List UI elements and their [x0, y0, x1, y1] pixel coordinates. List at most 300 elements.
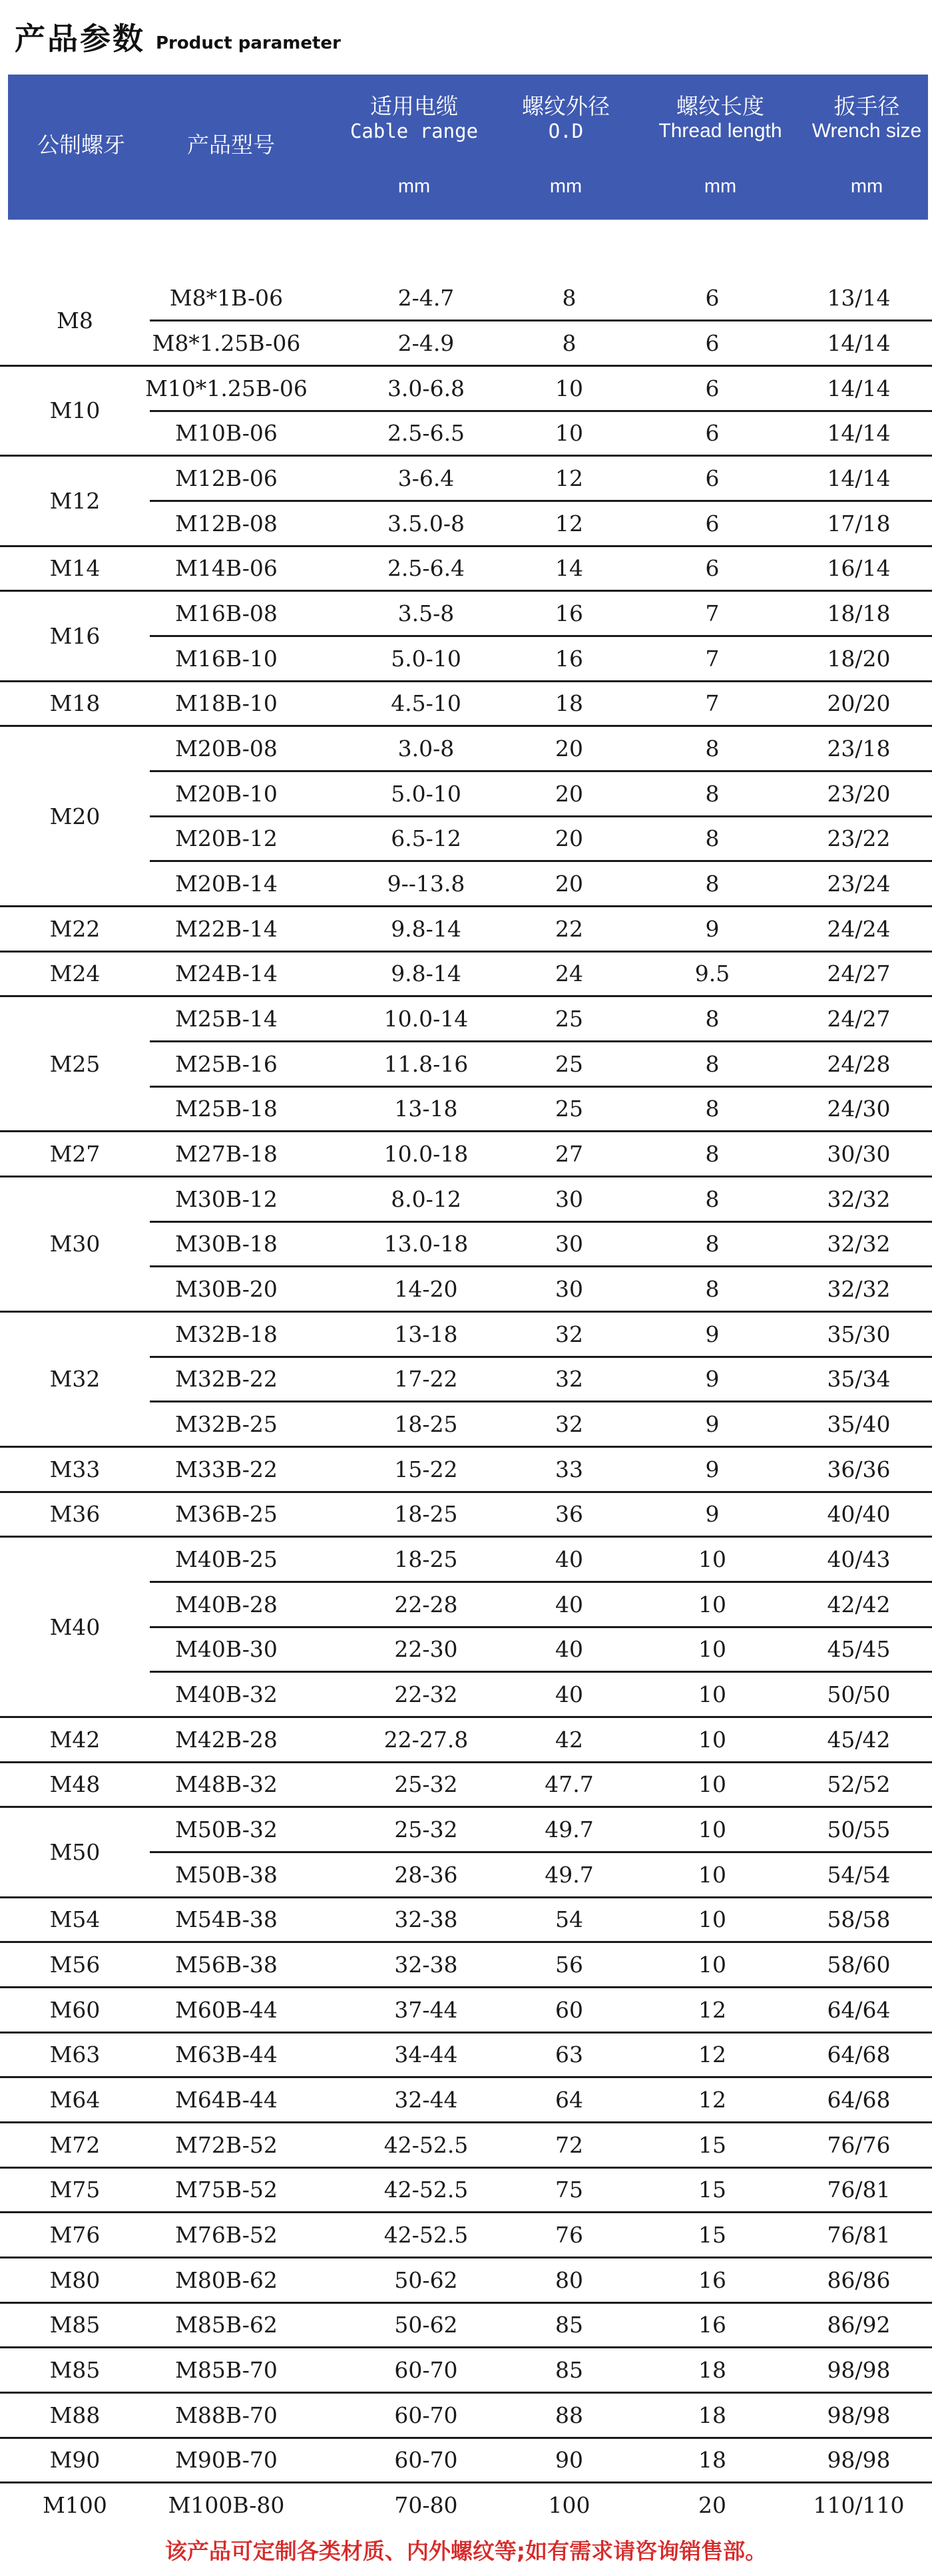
cell-model: M32B-22 — [175, 1366, 278, 1393]
cell-thread-length: 9 — [705, 1411, 720, 1438]
cell-od: 8 — [562, 285, 577, 312]
cell-wrench-size: 23/22 — [827, 825, 891, 852]
cell-wrench-size: 16/14 — [827, 555, 891, 582]
cell-od: 14 — [555, 555, 583, 582]
cell-cable-range: 2.5-6.4 — [387, 555, 465, 582]
cell-cable-range: 13-18 — [394, 1321, 458, 1347]
cell-wrench-size: 14/14 — [827, 465, 891, 491]
cell-wrench-size: 42/42 — [827, 1591, 891, 1617]
cell-model: M20B-14 — [175, 871, 278, 897]
cell-od: 85 — [555, 2357, 583, 2384]
header-cable-unit: mm — [397, 176, 431, 197]
cell-thread: M12 — [49, 487, 101, 514]
cell-cable-range: 25-32 — [394, 1817, 458, 1843]
cell-thread-length: 12 — [698, 2041, 726, 2068]
cell-cable-range: 13.0-18 — [383, 1231, 469, 1257]
cell-thread: M18 — [49, 690, 101, 717]
cell-model: M90B-70 — [175, 2447, 278, 2473]
header-ws-cn: 扳手径 — [833, 93, 900, 119]
cell-cable-range: 3-6.4 — [397, 465, 455, 491]
cell-thread-length: 8 — [705, 1006, 720, 1032]
cell-thread-length: 20 — [698, 2492, 726, 2519]
cell-thread: M8 — [57, 308, 93, 334]
cell-wrench-size: 64/68 — [827, 2041, 891, 2068]
cell-model: M76B-52 — [175, 2222, 278, 2249]
cell-model: M40B-32 — [175, 1681, 278, 1708]
cell-thread: M24 — [49, 961, 101, 987]
cell-model: M16B-08 — [175, 600, 278, 627]
cell-wrench-size: 36/36 — [827, 1456, 891, 1482]
cell-cable-range: 34-44 — [394, 2041, 458, 2068]
header-tl-unit: mm — [704, 176, 737, 197]
cell-wrench-size: 76/81 — [827, 2222, 891, 2249]
cell-od: 30 — [555, 1185, 583, 1212]
cell-od: 22 — [555, 915, 583, 942]
cell-thread-length: 7 — [705, 600, 720, 627]
cell-model: M27B-18 — [175, 1141, 278, 1168]
cell-cable-range: 18-25 — [394, 1546, 458, 1573]
header-thread: 公制螺牙 — [37, 132, 125, 158]
cell-thread-length: 8 — [705, 1141, 720, 1168]
cell-model: M30B-20 — [175, 1276, 278, 1303]
cell-model: M10B-06 — [175, 420, 278, 447]
cell-cable-range: 42-52.5 — [383, 2222, 469, 2249]
cell-wrench-size: 98/98 — [827, 2402, 891, 2428]
cell-wrench-size: 86/92 — [827, 2312, 891, 2338]
cell-thread: M25 — [49, 1050, 101, 1077]
cell-model: M25B-14 — [175, 1006, 278, 1032]
cell-wrench-size: 14/14 — [827, 375, 891, 401]
cell-wrench-size: 35/40 — [827, 1411, 891, 1438]
cell-cable-range: 10.0-14 — [383, 1006, 469, 1032]
cell-od: 64 — [555, 2087, 583, 2113]
cell-wrench-size: 24/28 — [827, 1050, 891, 1077]
cell-thread-length: 10 — [698, 1681, 726, 1708]
cell-thread: M85 — [49, 2357, 101, 2384]
cell-od: 72 — [555, 2131, 583, 2158]
cell-wrench-size: 24/30 — [827, 1096, 891, 1122]
cell-cable-range: 3.0-6.8 — [387, 375, 465, 401]
cell-model: M18B-10 — [175, 690, 278, 717]
header-od-unit: mm — [549, 176, 582, 197]
cell-thread-length: 9.5 — [694, 961, 730, 987]
cell-od: 63 — [555, 2041, 583, 2068]
cell-wrench-size: 54/54 — [827, 1861, 891, 1888]
cell-od: 40 — [555, 1681, 583, 1708]
cell-thread-length: 16 — [698, 2266, 726, 2293]
cell-model: M25B-16 — [175, 1050, 278, 1077]
cell-thread: M80 — [49, 2266, 101, 2293]
cell-thread: M75 — [49, 2177, 101, 2203]
cell-cable-range: 6.5-12 — [391, 825, 461, 852]
cell-thread: M30 — [49, 1231, 101, 1257]
cell-od: 8 — [562, 329, 577, 356]
cell-thread-length: 18 — [698, 2447, 726, 2473]
header-cable-cn: 适用电缆 — [370, 93, 458, 119]
cell-thread: M63 — [49, 2041, 101, 2068]
cell-thread-length: 8 — [705, 1185, 720, 1212]
cell-thread: M60 — [49, 1996, 101, 2023]
cell-od: 16 — [555, 600, 583, 627]
cell-thread-length: 8 — [705, 1050, 720, 1077]
cell-wrench-size: 64/64 — [827, 1996, 891, 2023]
cell-wrench-size: 14/14 — [827, 329, 891, 356]
cell-wrench-size: 35/30 — [827, 1321, 891, 1347]
cell-thread: M56 — [49, 1952, 101, 1978]
cell-cable-range: 32-38 — [394, 1906, 458, 1933]
header-tl-cn: 螺纹长度 — [676, 93, 764, 119]
cell-thread-length: 8 — [705, 871, 720, 897]
cell-od: 36 — [555, 1501, 583, 1528]
cell-model: M40B-30 — [175, 1636, 278, 1663]
cell-model: M50B-38 — [175, 1861, 278, 1888]
cell-wrench-size: 76/81 — [827, 2177, 891, 2203]
cell-od: 56 — [555, 1952, 583, 1978]
cell-wrench-size: 86/86 — [827, 2266, 891, 2293]
cell-model: M20B-12 — [175, 825, 278, 852]
cell-thread-length: 10 — [698, 1817, 726, 1843]
cell-od: 30 — [555, 1231, 583, 1257]
cell-model: M20B-10 — [175, 780, 278, 807]
cell-model: M60B-44 — [175, 1996, 278, 2023]
cell-od: 25 — [555, 1096, 583, 1122]
cell-cable-range: 22-32 — [394, 1681, 458, 1708]
cell-od: 16 — [555, 645, 583, 672]
cell-model: M80B-62 — [175, 2266, 278, 2293]
cell-wrench-size: 40/40 — [827, 1501, 891, 1528]
cell-wrench-size: 52/52 — [827, 1771, 891, 1798]
cell-thread-length: 8 — [705, 825, 720, 852]
cell-wrench-size: 13/14 — [827, 285, 891, 312]
cell-wrench-size: 64/68 — [827, 2087, 891, 2113]
cell-wrench-size: 45/45 — [827, 1636, 891, 1663]
cell-thread-length: 6 — [705, 420, 720, 447]
cell-wrench-size: 76/76 — [827, 2131, 891, 2158]
cell-cable-range: 70-80 — [394, 2492, 458, 2519]
cell-thread-length: 9 — [705, 915, 720, 942]
cell-model: M50B-32 — [175, 1817, 278, 1843]
cell-model: M24B-14 — [175, 961, 278, 987]
title-cn: 产品参数 — [15, 21, 145, 57]
cell-cable-range: 18-25 — [394, 1411, 458, 1438]
cell-od: 90 — [555, 2447, 583, 2473]
cell-od: 47.7 — [545, 1771, 594, 1798]
header-ws-unit: mm — [850, 176, 883, 197]
footer-note: 该产品可定制各类材质、内外螺纹等;如有需求请咨询销售部。 — [164, 2538, 768, 2564]
cell-cable-range: 28-36 — [394, 1861, 458, 1888]
cell-thread: M72 — [49, 2131, 101, 2158]
cell-thread-length: 15 — [698, 2222, 726, 2249]
cell-thread: M32 — [49, 1366, 101, 1393]
cell-od: 25 — [555, 1050, 583, 1077]
cell-cable-range: 2-4.9 — [397, 329, 455, 356]
cell-model: M25B-18 — [175, 1096, 278, 1122]
cell-od: 33 — [555, 1456, 583, 1482]
cell-cable-range: 9.8-14 — [391, 961, 461, 987]
cell-thread-length: 10 — [698, 1952, 726, 1978]
cell-od: 40 — [555, 1591, 583, 1617]
header-od-cn: 螺纹外径 — [522, 93, 610, 119]
cell-thread-length: 12 — [698, 1996, 726, 2023]
cell-thread: M10 — [49, 397, 101, 424]
cell-od: 88 — [555, 2402, 583, 2428]
cell-od: 75 — [555, 2177, 583, 2203]
cell-wrench-size: 45/42 — [827, 1726, 891, 1753]
cell-model: M22B-14 — [175, 915, 278, 942]
cell-cable-range: 8.0-12 — [391, 1185, 461, 1212]
cell-wrench-size: 98/98 — [827, 2357, 891, 2384]
cell-thread-length: 6 — [705, 555, 720, 582]
cell-cable-range: 32-38 — [394, 1952, 458, 1978]
cell-model: M32B-25 — [175, 1411, 278, 1438]
cell-cable-range: 60-70 — [394, 2402, 458, 2428]
cell-cable-range: 42-52.5 — [383, 2177, 469, 2203]
cell-model: M20B-08 — [175, 736, 278, 762]
cell-thread: M20 — [49, 803, 101, 829]
cell-wrench-size: 58/58 — [827, 1906, 891, 1933]
cell-thread-length: 10 — [698, 1591, 726, 1617]
cell-cable-range: 32-44 — [394, 2087, 458, 2113]
cell-thread: M33 — [49, 1456, 101, 1482]
cell-wrench-size: 23/24 — [827, 871, 891, 897]
cell-thread-length: 9 — [705, 1456, 720, 1482]
cell-wrench-size: 32/32 — [827, 1185, 891, 1212]
cell-cable-range: 60-70 — [394, 2447, 458, 2473]
cell-od: 42 — [555, 1726, 583, 1753]
title-en: Product parameter — [156, 33, 341, 53]
cell-thread-length: 7 — [705, 645, 720, 672]
cell-wrench-size: 14/14 — [827, 420, 891, 447]
cell-cable-range: 22-30 — [394, 1636, 458, 1663]
cell-model: M72B-52 — [175, 2131, 278, 2158]
cell-thread-length: 15 — [698, 2177, 726, 2203]
cell-cable-range: 3.5.0-8 — [387, 510, 465, 537]
cell-cable-range: 4.5-10 — [391, 690, 461, 717]
cell-od: 54 — [555, 1906, 583, 1933]
cell-cable-range: 5.0-10 — [391, 780, 461, 807]
cell-thread: M27 — [49, 1141, 101, 1168]
cell-model: M42B-28 — [175, 1726, 278, 1753]
cell-thread-length: 10 — [698, 1771, 726, 1798]
header-cable-en: Cable range — [350, 120, 479, 142]
cell-thread-length: 10 — [698, 1861, 726, 1888]
cell-model: M85B-62 — [175, 2312, 278, 2338]
cell-thread: M85 — [49, 2312, 101, 2338]
cell-od: 32 — [555, 1321, 583, 1347]
cell-model: M64B-44 — [175, 2087, 278, 2113]
cell-cable-range: 25-32 — [394, 1771, 458, 1798]
cell-thread-length: 10 — [698, 1636, 726, 1663]
cell-thread-length: 6 — [705, 465, 720, 491]
cell-cable-range: 18-25 — [394, 1501, 458, 1528]
cell-thread-length: 15 — [698, 2131, 726, 2158]
cell-thread-length: 10 — [698, 1906, 726, 1933]
cell-thread-length: 8 — [705, 1096, 720, 1122]
cell-cable-range: 14-20 — [394, 1276, 458, 1303]
cell-cable-range: 11.8-16 — [383, 1050, 469, 1077]
cell-wrench-size: 40/43 — [827, 1546, 891, 1573]
cell-cable-range: 22-27.8 — [383, 1726, 469, 1753]
cell-od: 32 — [555, 1366, 583, 1393]
cell-thread: M100 — [43, 2492, 107, 2519]
header-tl-en: Thread length — [658, 120, 782, 142]
cell-wrench-size: 23/18 — [827, 736, 891, 762]
cell-thread-length: 6 — [705, 510, 720, 537]
cell-thread-length: 12 — [698, 2087, 726, 2113]
cell-thread-length: 8 — [705, 780, 720, 807]
cell-model: M75B-52 — [175, 2177, 278, 2203]
cell-model: M40B-28 — [175, 1591, 278, 1617]
cell-thread-length: 9 — [705, 1321, 720, 1347]
cell-od: 30 — [555, 1276, 583, 1303]
cell-od: 49.7 — [545, 1817, 594, 1843]
cell-wrench-size: 110/110 — [813, 2492, 905, 2519]
cell-thread-length: 16 — [698, 2312, 726, 2338]
cell-model: M30B-18 — [175, 1231, 278, 1257]
cell-od: 12 — [555, 465, 583, 491]
cell-model: M54B-38 — [175, 1906, 278, 1933]
cell-od: 10 — [555, 375, 583, 401]
cell-od: 85 — [555, 2312, 583, 2338]
cell-model: M63B-44 — [175, 2041, 278, 2068]
cell-thread-length: 8 — [705, 736, 720, 762]
cell-model: M48B-32 — [175, 1771, 278, 1798]
cell-thread: M64 — [49, 2087, 101, 2113]
cell-od: 49.7 — [545, 1861, 594, 1888]
cell-wrench-size: 35/34 — [827, 1366, 891, 1393]
cell-wrench-size: 17/18 — [827, 510, 891, 537]
cell-thread-length: 10 — [698, 1546, 726, 1573]
cell-thread-length: 9 — [705, 1366, 720, 1393]
cell-cable-range: 10.0-18 — [383, 1141, 469, 1168]
cell-wrench-size: 24/27 — [827, 961, 891, 987]
cell-cable-range: 42-52.5 — [383, 2131, 469, 2158]
cell-model: M88B-70 — [175, 2402, 278, 2428]
cell-model: M16B-10 — [175, 645, 278, 672]
cell-thread-length: 6 — [705, 375, 720, 401]
cell-thread-length: 18 — [698, 2402, 726, 2428]
cell-wrench-size: 58/60 — [827, 1952, 891, 1978]
header-model: 产品型号 — [187, 132, 275, 158]
cell-cable-range: 50-62 — [394, 2266, 458, 2293]
cell-thread: M14 — [49, 555, 101, 582]
cell-thread: M42 — [49, 1726, 101, 1753]
cell-thread-length: 6 — [705, 285, 720, 312]
cell-model: M8*1B-06 — [169, 285, 284, 312]
cell-cable-range: 9--13.8 — [387, 871, 465, 897]
cell-wrench-size: 23/20 — [827, 780, 891, 807]
cell-thread: M40 — [49, 1613, 101, 1640]
cell-wrench-size: 32/32 — [827, 1276, 891, 1303]
cell-cable-range: 60-70 — [394, 2357, 458, 2384]
cell-cable-range: 22-28 — [394, 1591, 458, 1617]
cell-od: 10 — [555, 420, 583, 447]
cell-thread-length: 10 — [698, 1726, 726, 1753]
cell-model: M40B-25 — [175, 1546, 278, 1573]
cell-od: 20 — [555, 825, 583, 852]
cell-model: M100B-80 — [168, 2492, 285, 2519]
cell-cable-range: 50-62 — [394, 2312, 458, 2338]
cell-wrench-size: 24/27 — [827, 1006, 891, 1032]
cell-od: 12 — [555, 510, 583, 537]
cell-od: 20 — [555, 871, 583, 897]
cell-cable-range: 2-4.7 — [397, 285, 455, 312]
cell-thread: M90 — [49, 2447, 101, 2473]
cell-thread: M48 — [49, 1771, 101, 1798]
cell-cable-range: 17-22 — [394, 1366, 458, 1393]
cell-od: 32 — [555, 1411, 583, 1438]
cell-thread-length: 9 — [705, 1501, 720, 1528]
cell-od: 20 — [555, 736, 583, 762]
cell-thread: M16 — [49, 622, 101, 649]
cell-cable-range: 9.8-14 — [391, 915, 461, 942]
cell-model: M56B-38 — [175, 1952, 278, 1978]
cell-cable-range: 5.0-10 — [391, 645, 461, 672]
cell-thread: M88 — [49, 2402, 101, 2428]
cell-wrench-size: 24/24 — [827, 915, 891, 942]
cell-wrench-size: 18/20 — [827, 645, 891, 672]
cell-od: 18 — [555, 690, 583, 717]
cell-od: 60 — [555, 1996, 583, 2023]
cell-wrench-size: 50/55 — [827, 1817, 891, 1843]
cell-od: 27 — [555, 1141, 583, 1168]
cell-cable-range: 3.5-8 — [397, 600, 455, 627]
cell-model: M85B-70 — [175, 2357, 278, 2384]
cell-model: M10*1.25B-06 — [145, 375, 308, 401]
cell-thread: M76 — [49, 2222, 101, 2249]
cell-model: M32B-18 — [175, 1321, 278, 1347]
cell-model: M12B-08 — [175, 510, 278, 537]
cell-thread-length: 18 — [698, 2357, 726, 2384]
cell-thread: M22 — [49, 915, 101, 942]
cell-wrench-size: 20/20 — [827, 690, 891, 717]
cell-model: M12B-06 — [175, 465, 278, 491]
cell-wrench-size: 18/18 — [827, 600, 891, 627]
cell-thread: M36 — [49, 1501, 101, 1528]
cell-od: 76 — [555, 2222, 583, 2249]
cell-cable-range: 15-22 — [394, 1456, 458, 1482]
cell-thread-length: 7 — [705, 690, 720, 717]
cell-wrench-size: 32/32 — [827, 1231, 891, 1257]
cell-od: 25 — [555, 1006, 583, 1032]
cell-od: 20 — [555, 780, 583, 807]
cell-wrench-size: 98/98 — [827, 2447, 891, 2473]
cell-model: M8*1.25B-06 — [152, 329, 301, 356]
cell-od: 100 — [548, 2492, 590, 2519]
cell-thread-length: 6 — [705, 329, 720, 356]
header-od-en: O.D — [548, 120, 584, 142]
cell-thread: M50 — [49, 1838, 101, 1865]
cell-cable-range: 37-44 — [394, 1996, 458, 2023]
cell-thread-length: 8 — [705, 1231, 720, 1257]
header-ws-en: Wrench size — [812, 120, 922, 142]
cell-model: M14B-06 — [175, 555, 278, 582]
cell-thread: M54 — [49, 1906, 101, 1933]
cell-model: M36B-25 — [175, 1501, 278, 1528]
cell-od: 40 — [555, 1636, 583, 1663]
cell-od: 80 — [555, 2266, 583, 2293]
cell-wrench-size: 30/30 — [827, 1141, 891, 1168]
cell-wrench-size: 50/50 — [827, 1681, 891, 1708]
cell-cable-range: 2.5-6.5 — [387, 420, 465, 447]
cell-model: M33B-22 — [175, 1456, 278, 1482]
cell-od: 40 — [555, 1546, 583, 1573]
cell-model: M30B-12 — [175, 1185, 278, 1212]
cell-thread-length: 8 — [705, 1276, 720, 1303]
cell-od: 24 — [555, 961, 583, 987]
cell-cable-range: 13-18 — [394, 1096, 458, 1122]
cell-cable-range: 3.0-8 — [397, 736, 455, 762]
